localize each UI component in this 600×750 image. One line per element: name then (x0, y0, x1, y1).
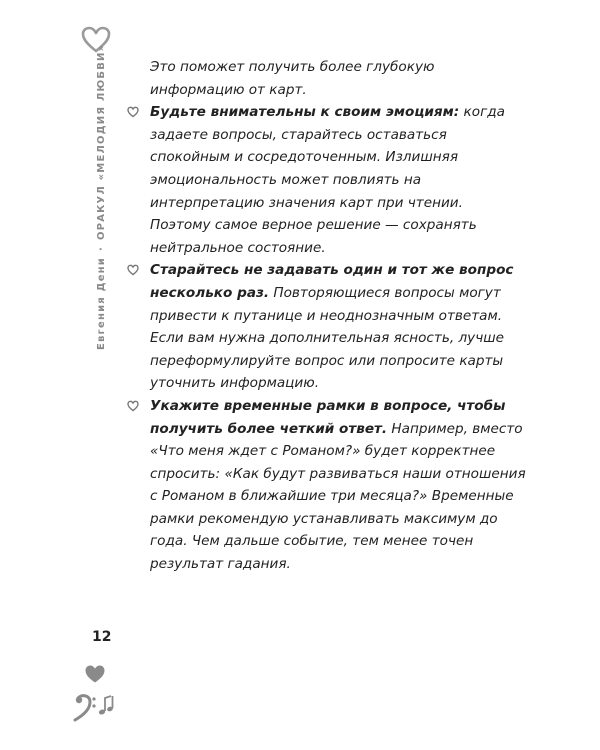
heart-bullet-icon (127, 106, 139, 118)
item-heading: Укажите временные рамки в вопросе, чтобы получить более четкий ответ. (150, 397, 506, 437)
list-item (150, 259, 526, 395)
item-text: Например, вместо «Что меня ждет с Романом?» будет корректнее спросить: «Как будут развиваться наши отношения с Романом в ближайшие три месяца?» Временные рамки рекомендую устанавливать максимум до года. Чем дальше событие, тем менее точен результат гадания. (150, 420, 526, 573)
heart-bullet-icon (127, 400, 139, 412)
list-item (150, 101, 526, 259)
heart-bullet-icon (127, 264, 139, 276)
item-heading: Будьте внимательны к своим эмоциям: (150, 104, 460, 121)
list-item (150, 395, 526, 576)
item-text: Повторяющиеся вопросы могут привести к путанице и неоднозначным ответам. Если вам нужна дополнительная ясность, лучше переформулируйте вопрос или попросите карты уточнить информацию. (150, 284, 505, 392)
filled-heart-icon (84, 664, 106, 684)
page-body (150, 56, 526, 576)
header-separator: · (96, 246, 107, 251)
running-header (96, 44, 107, 350)
book-title: ОРАКУЛ «МЕЛОДИЯ ЛЮБВИ» (96, 43, 107, 240)
item-text: когда задаете вопросы, старайтесь оставаться спокойным и сосредоточенным. Излишняя эмоциональность может повлиять на интерпретацию значения карт при чтении. Поэтому самое верное решение — сохранять нейтральное состояние. (150, 104, 505, 256)
item-heading: Старайтесь не задавать один и тот же вопрос несколько раз. (150, 262, 514, 301)
author-name: Евгения Дени (96, 257, 107, 350)
page-number: 12 (92, 629, 112, 645)
bass-clef-icon (72, 688, 118, 728)
intro-paragraph: Это поможет получить более глубокую информацию от карт. (150, 59, 435, 98)
